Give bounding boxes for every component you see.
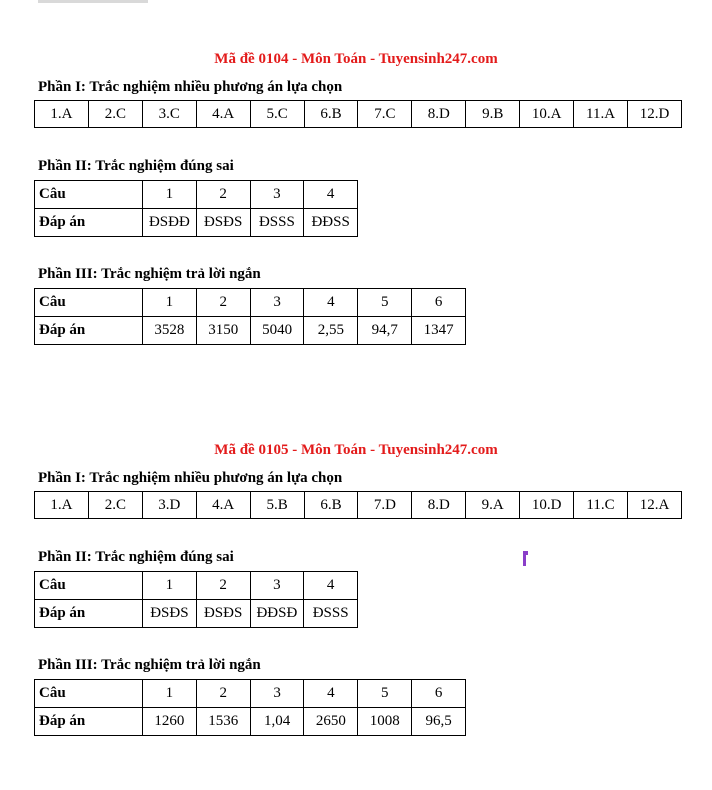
- row-label-answer: Đáp án: [35, 209, 143, 237]
- true-false-answer-cell: ĐSĐS: [143, 600, 197, 628]
- mc-answer-cell: 8.D: [412, 101, 466, 128]
- mc-answer-cell: 7.D: [358, 492, 412, 519]
- question-number-cell: 6: [412, 289, 466, 317]
- table-row: [35, 680, 466, 708]
- short-answer-cell: 2650: [304, 708, 358, 736]
- short-answer-cell: 5040: [250, 317, 304, 345]
- short-answer-cell: 1536: [196, 708, 250, 736]
- part1-heading-0105: Phần I: Trắc nghiệm nhiều phương án lựa chọn: [38, 470, 343, 486]
- mc-answer-cell: 10.A: [520, 101, 574, 128]
- mc-answer-cell: 8.D: [412, 492, 466, 519]
- mc-answer-cell: 11.A: [574, 101, 628, 128]
- question-number-cell: 2: [196, 680, 250, 708]
- true-false-answer-cell: ĐĐSĐ: [250, 600, 304, 628]
- question-number-cell: 5: [358, 680, 412, 708]
- true-false-answer-cell: ĐĐSS: [304, 209, 358, 237]
- table-row: [35, 708, 466, 736]
- short-answer-cell: 94,7: [358, 317, 412, 345]
- table-row: [35, 289, 466, 317]
- question-number-cell: 1: [143, 572, 197, 600]
- mc-answer-cell: 12.A: [627, 492, 681, 519]
- question-number-cell: 4: [304, 289, 358, 317]
- mc-answer-cell: 9.B: [466, 101, 520, 128]
- row-label-answer: Đáp án: [35, 317, 143, 345]
- row-label-question: Câu: [35, 680, 143, 708]
- part1-answer-table-0105: [34, 491, 682, 519]
- question-number-cell: 6: [412, 680, 466, 708]
- short-answer-cell: 3528: [143, 317, 197, 345]
- mc-answer-cell: 4.A: [196, 492, 250, 519]
- mc-answer-cell: 2.C: [88, 492, 142, 519]
- true-false-answer-cell: ĐSSS: [304, 600, 358, 628]
- row-label-answer: Đáp án: [35, 600, 143, 628]
- part2-heading-0104: Phần II: Trắc nghiệm đúng sai: [38, 158, 234, 174]
- short-answer-cell: 1008: [358, 708, 412, 736]
- question-number-cell: 5: [358, 289, 412, 317]
- mc-answer-cell: 2.C: [88, 101, 142, 128]
- part3-answer-table-0104: [34, 288, 466, 345]
- part1-answer-table-0104: [34, 100, 682, 128]
- part1-heading-0104: Phần I: Trắc nghiệm nhiều phương án lựa chọn: [38, 79, 343, 95]
- mc-answer-cell: 3.C: [142, 101, 196, 128]
- mc-answer-cell: 10.D: [520, 492, 574, 519]
- short-answer-cell: 1347: [412, 317, 466, 345]
- question-number-cell: 4: [304, 572, 358, 600]
- table-row: [35, 600, 358, 628]
- question-number-cell: 3: [250, 289, 304, 317]
- question-number-cell: 1: [143, 680, 197, 708]
- short-answer-cell: 96,5: [412, 708, 466, 736]
- true-false-answer-cell: ĐSĐS: [196, 209, 250, 237]
- top-decoration-strip: [38, 0, 148, 3]
- mc-answer-cell: 12.D: [627, 101, 681, 128]
- table-row: [35, 181, 358, 209]
- table-row: [35, 209, 358, 237]
- true-false-answer-cell: ĐSĐĐ: [143, 209, 197, 237]
- question-number-cell: 3: [250, 680, 304, 708]
- part3-heading-0104: Phần III: Trắc nghiệm trả lời ngắn: [38, 266, 261, 282]
- question-number-cell: 1: [143, 181, 197, 209]
- short-answer-cell: 3150: [196, 317, 250, 345]
- question-number-cell: 3: [250, 572, 304, 600]
- mc-answer-cell: 3.D: [142, 492, 196, 519]
- mc-answer-cell: 1.A: [35, 101, 89, 128]
- part2-answer-table-0104: [34, 180, 358, 237]
- part3-answer-table-0105: [34, 679, 466, 736]
- row-label-question: Câu: [35, 181, 143, 209]
- mc-answer-cell: 6.B: [304, 492, 358, 519]
- question-number-cell: 2: [196, 572, 250, 600]
- part2-answer-table-0105: [34, 571, 358, 628]
- question-number-cell: 3: [250, 181, 304, 209]
- short-answer-cell: 1260: [143, 708, 197, 736]
- true-false-answer-cell: ĐSSS: [250, 209, 304, 237]
- table-row: [35, 101, 682, 128]
- exam-title-0105: Mã đề 0105 - Môn Toán - Tuyensinh247.com: [214, 442, 498, 458]
- short-answer-cell: 1,04: [250, 708, 304, 736]
- mc-answer-cell: 1.A: [35, 492, 89, 519]
- short-answer-cell: 2,55: [304, 317, 358, 345]
- mc-answer-cell: 7.C: [358, 101, 412, 128]
- row-label-answer: Đáp án: [35, 708, 143, 736]
- mc-answer-cell: 5.C: [250, 101, 304, 128]
- question-number-cell: 4: [304, 680, 358, 708]
- mc-answer-cell: 11.C: [574, 492, 628, 519]
- table-row: [35, 572, 358, 600]
- mc-answer-cell: 4.A: [196, 101, 250, 128]
- question-number-cell: 2: [196, 289, 250, 317]
- mc-answer-cell: 6.B: [304, 101, 358, 128]
- mc-answer-cell: 9.A: [466, 492, 520, 519]
- true-false-answer-cell: ĐSĐS: [196, 600, 250, 628]
- exam-title-0104: Mã đề 0104 - Môn Toán - Tuyensinh247.com: [214, 51, 498, 67]
- text-cursor-icon: [523, 551, 526, 566]
- row-label-question: Câu: [35, 572, 143, 600]
- question-number-cell: 2: [196, 181, 250, 209]
- part3-heading-0105: Phần III: Trắc nghiệm trả lời ngắn: [38, 657, 261, 673]
- question-number-cell: 1: [143, 289, 197, 317]
- table-row: [35, 492, 682, 519]
- question-number-cell: 4: [304, 181, 358, 209]
- row-label-question: Câu: [35, 289, 143, 317]
- part2-heading-0105: Phần II: Trắc nghiệm đúng sai: [38, 549, 234, 565]
- mc-answer-cell: 5.B: [250, 492, 304, 519]
- table-row: [35, 317, 466, 345]
